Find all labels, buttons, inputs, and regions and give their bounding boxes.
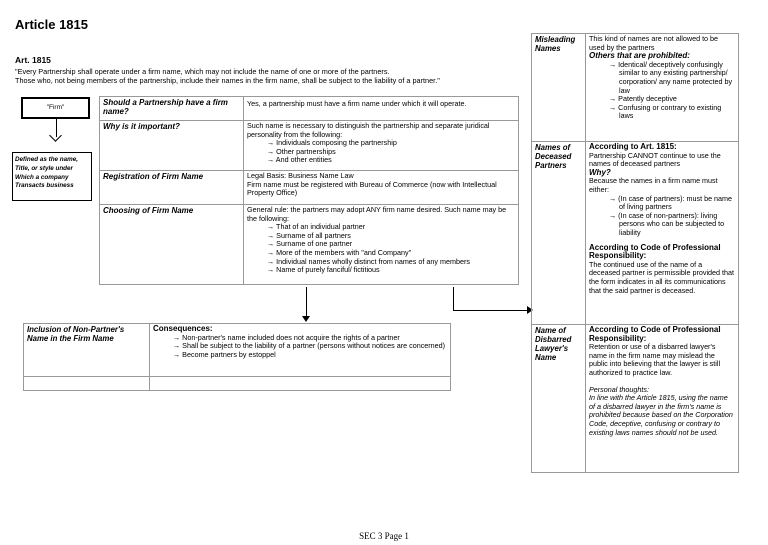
list-item: → Shall be subject to the liability of a partner (persons without notices are concerned)	[173, 341, 446, 351]
misleading-heading: Others that are prohibited:	[589, 51, 690, 61]
firm-arrow-head	[49, 129, 62, 142]
row-text: Such name is necessary to distinguish the partnership and separate juridical personality from the following:	[247, 121, 490, 139]
deceased-label: Names of Deceased Partners	[532, 142, 586, 325]
row-label: Choosing of Firm Name	[100, 205, 244, 285]
table-row	[24, 324, 451, 377]
inclusion-table	[23, 323, 451, 391]
deceased-text-1: Partnership CANNOT continue to use the names of deceased partners	[589, 150, 721, 169]
article-heading: Art. 1815	[15, 55, 51, 65]
table-row	[100, 205, 519, 285]
list-item: → Non-partner's name included does not acquire the rights of a partner	[173, 332, 400, 342]
connector-right-horizontal	[453, 310, 528, 311]
list-item: → Name of purely fanciful/ fictitious	[267, 265, 380, 275]
deceased-content	[586, 142, 739, 325]
row-label: Should a Partnership have a firm name?	[100, 97, 244, 121]
table-row-empty	[24, 377, 451, 391]
inclusion-label: Inclusion of Non-Partner's Name in the Firm Name	[24, 324, 150, 377]
deceased-text-3: The continued use of the name of a deceased partner is permissible provided that the form indicates in all its communications that the said partner is deceased.	[589, 259, 735, 295]
firm-definition-text: Defined as the name, Title, or style under Which a company Transacts business	[15, 156, 78, 190]
disbarred-heading: According to Code of Professional Responsibility:	[589, 325, 721, 343]
list-item: → That of an individual partner	[267, 222, 366, 232]
deceased-why: Why?	[589, 167, 611, 177]
misleading-content	[586, 34, 739, 142]
deceased-heading-1: According to Art. 1815:	[589, 142, 677, 151]
empty-cell	[150, 377, 451, 391]
disbarred-content	[586, 325, 739, 473]
list-item: → Individuals composing the partnership	[267, 138, 397, 148]
table-row	[100, 121, 519, 171]
connector-down-line	[306, 287, 307, 317]
list-item: → Surname of all partners	[267, 230, 351, 240]
list-item: → Identical/ deceptively confusingly similar to any existing partnership/ corporation/ any name protected by law	[609, 59, 733, 95]
table-row	[100, 97, 519, 121]
list-item: → Become partners by estoppel	[173, 349, 276, 359]
page-title: Article 1815	[15, 17, 88, 32]
row-text: Legal Basis: Business Name Law	[247, 171, 354, 180]
empty-cell	[24, 377, 150, 391]
firm-box	[21, 97, 90, 119]
row-label: Registration of Firm Name	[100, 171, 244, 205]
misleading-label: Misleading Names	[532, 34, 586, 142]
article-quote-line-2: Those who, not being members of the partnership, include their names in the firm name, shall be subject to the liability of a partner."	[15, 76, 440, 85]
misleading-text: This kind of names are not allowed to be used by the partners	[589, 34, 719, 52]
firm-box-label: "Firm"	[46, 104, 65, 111]
list-item: → More of the members with "and Company"	[267, 247, 412, 257]
table-row	[532, 142, 739, 325]
list-item: → Other partnerships	[267, 146, 336, 156]
row-text: General rule: the partners may adopt ANY firm name desired. Such name may be the following:	[247, 205, 507, 223]
row-content	[244, 171, 519, 205]
page-footer: SEC 3 Page 1	[359, 531, 409, 541]
disbarred-label: Name of Disbarred Lawyer's Name	[532, 325, 586, 473]
right-table	[531, 33, 739, 473]
disbarred-text: Retention or use of a disbarred lawyer's name in the firm name may mislead the public into believing that the lawyer is still authorized to practice law.	[589, 342, 721, 377]
deceased-heading-2: According to Code of Professional Responsibility:	[589, 242, 721, 261]
firm-definition-box	[12, 152, 92, 201]
thoughts-label: Personal thoughts:	[589, 384, 649, 394]
list-item: → Patently deceptive	[609, 94, 677, 104]
table-row	[532, 325, 739, 473]
inclusion-heading: Consequences:	[153, 324, 213, 333]
main-table	[99, 96, 519, 285]
connector-down-arrowhead	[302, 316, 310, 322]
list-item: → (In case of partners): must be name of living partners	[609, 193, 733, 212]
list-item: → Surname of one partner	[267, 239, 353, 249]
row-text: Yes, a partnership must have a firm name under which it will operate.	[244, 97, 519, 121]
table-row	[100, 171, 519, 205]
connector-right-vertical	[453, 287, 454, 311]
row-content	[244, 121, 519, 171]
list-item: → Individual names wholly distinct from names of any members	[267, 256, 470, 266]
row-label: Why is it important?	[100, 121, 244, 171]
row-text-2: Firm name must be registered with Bureau of Commerce (now with Intellectual Property Office)	[247, 179, 497, 198]
list-item: → Confusing or contrary to existing laws	[609, 102, 722, 121]
inclusion-content	[150, 324, 451, 377]
deceased-text-2: Because the names in a firm name must either:	[589, 176, 718, 194]
thoughts-text: In line with the Article 1815, using the name of a disbarred lawyer in the firm's name is prohibited because based on the Corporation Code, deceptive, confusing or contrary to existing laws names should not be used.	[589, 393, 733, 437]
row-content	[244, 205, 519, 285]
list-item: → (In case of non-partners): living persons who can be subjected to liability	[609, 210, 725, 237]
list-item: → And other entities	[267, 155, 332, 165]
article-quote-line-1: "Every Partnership shall operate under a firm name, which may not include the name of one or more of the partners.	[15, 67, 390, 76]
table-row	[532, 34, 739, 142]
